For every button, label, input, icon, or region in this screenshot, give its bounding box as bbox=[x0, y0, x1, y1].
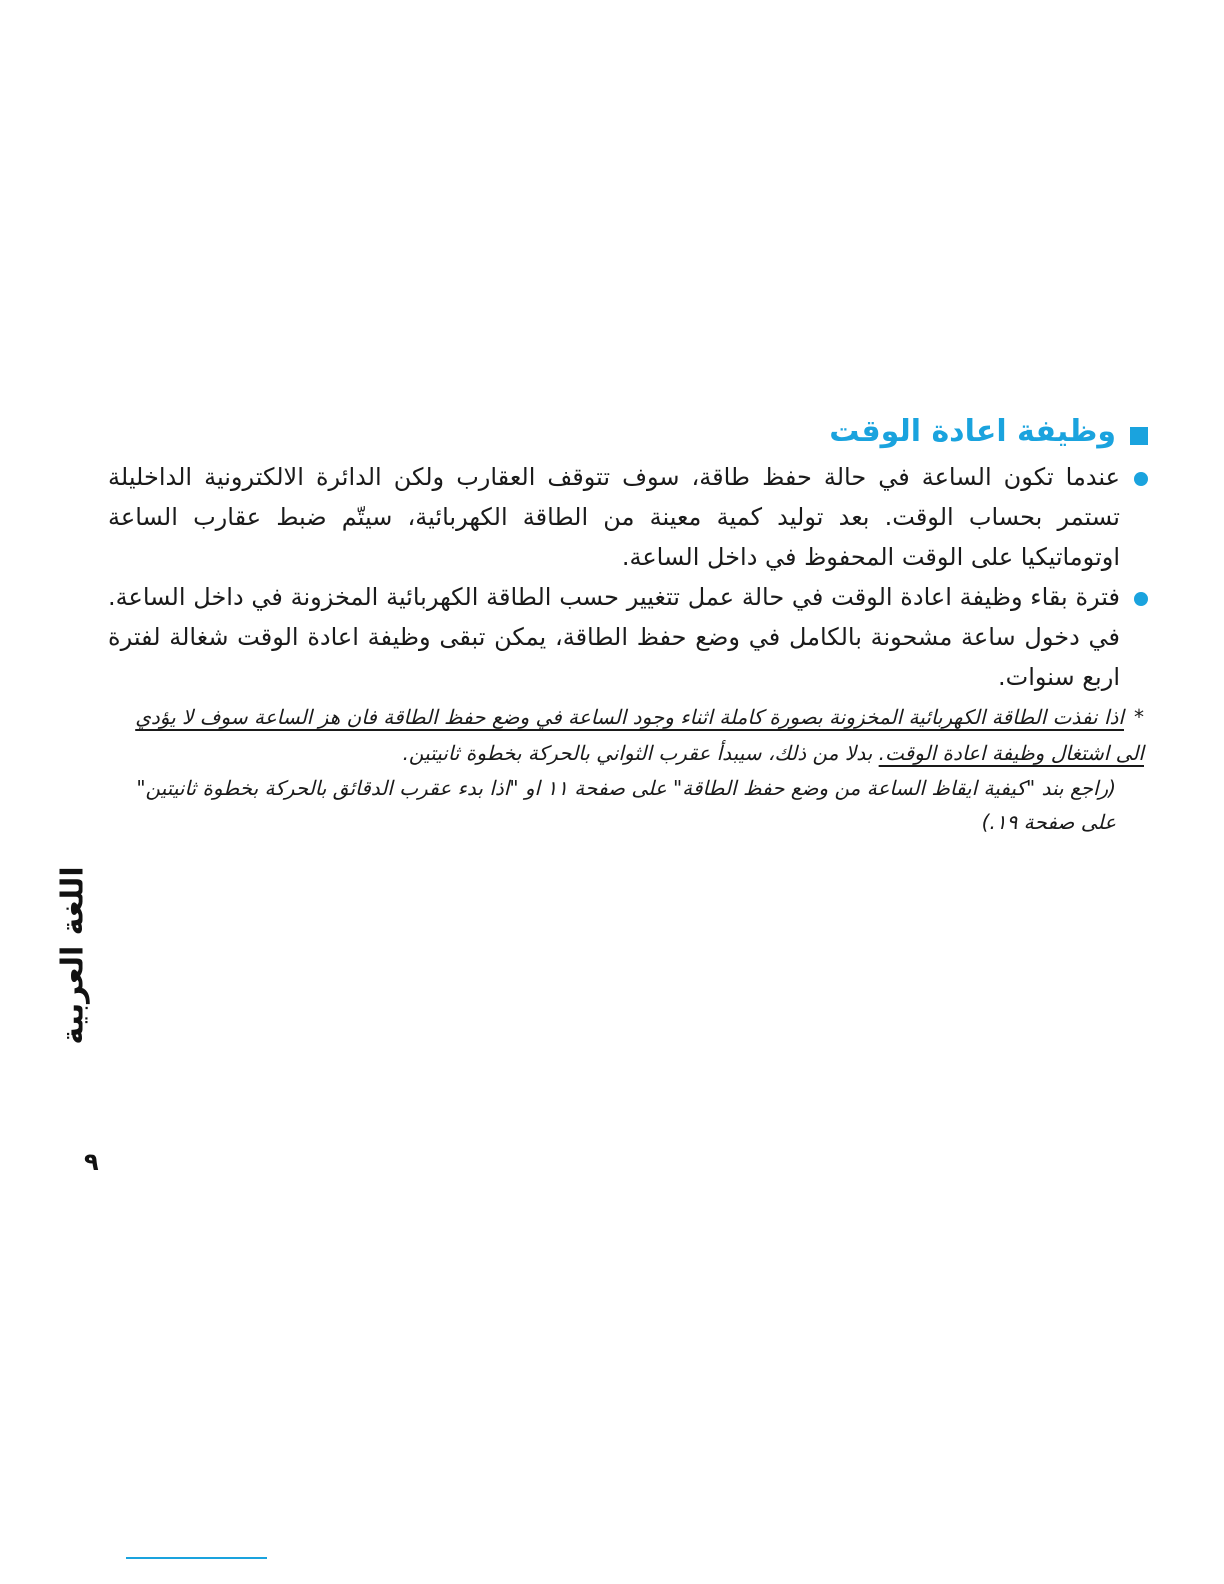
heading-square-marker bbox=[1130, 427, 1148, 445]
footnote-text: بدلا من ذلك، سيبدأ عقرب الثواني بالحركة بخطوة ثانيتين. bbox=[402, 741, 879, 765]
bullet-dot-icon bbox=[1134, 472, 1148, 486]
section-title: وظيفة اعادة الوقت bbox=[829, 414, 1116, 449]
footnote bbox=[108, 699, 1148, 839]
footnote-reference: (راجع بند "كيفية ايقاظ الساعة من وضع حفظ الطاقة" على صفحة ١١ او "اذا بدء عقرب الدقائق بالحركة بخطوة ثانيتين" على صفحة ١٩.) bbox=[136, 776, 1116, 834]
page-content bbox=[108, 412, 1148, 839]
bullet-text: فترة بقاء وظيفة اعادة الوقت في حالة عمل تتغيير حسب الطاقة الكهربائية المخزونة في داخل الساعة. في دخول ساعة مشحونة بالكامل في وضع حفظ الطاقة، يمكن تبقى وظيفة اعادة الوقت شغالة لفترة اربع سنوات. bbox=[108, 583, 1120, 691]
bullet-list bbox=[108, 457, 1148, 697]
language-side-tab bbox=[38, 865, 108, 1045]
bullet-item bbox=[108, 457, 1148, 577]
bullet-text: عندما تكون الساعة في حالة حفظ طاقة، سوف تتوقف العقارب ولكن الدائرة الالكترونية الداخليلة تستمر بحساب الوقت. بعد توليد كمية معينة من الطاقة الكهربائية، سيتّم ضبط عقارب الساعة اوتوماتيكيا على الوقت المحفوظ في داخل الساعة. bbox=[108, 463, 1120, 571]
page-number: ٩ bbox=[84, 1148, 99, 1176]
bullet-item bbox=[108, 577, 1148, 697]
bottom-rule bbox=[126, 1557, 267, 1559]
language-label: اللغة العربية bbox=[55, 865, 91, 1045]
section-heading bbox=[108, 412, 1148, 451]
footnote-star: * bbox=[1134, 705, 1144, 729]
bullet-dot-icon bbox=[1134, 592, 1148, 606]
footnote-underlined-text: اذا نفذت الطاقة الكهربائية المخزونة بصورة كاملة اثناء وجود الساعة في وضع حفظ الطاقة فان هز الساعة سوف لا يؤدي الى اشتغال وظيفة اعادة الوقت. bbox=[135, 705, 1144, 765]
